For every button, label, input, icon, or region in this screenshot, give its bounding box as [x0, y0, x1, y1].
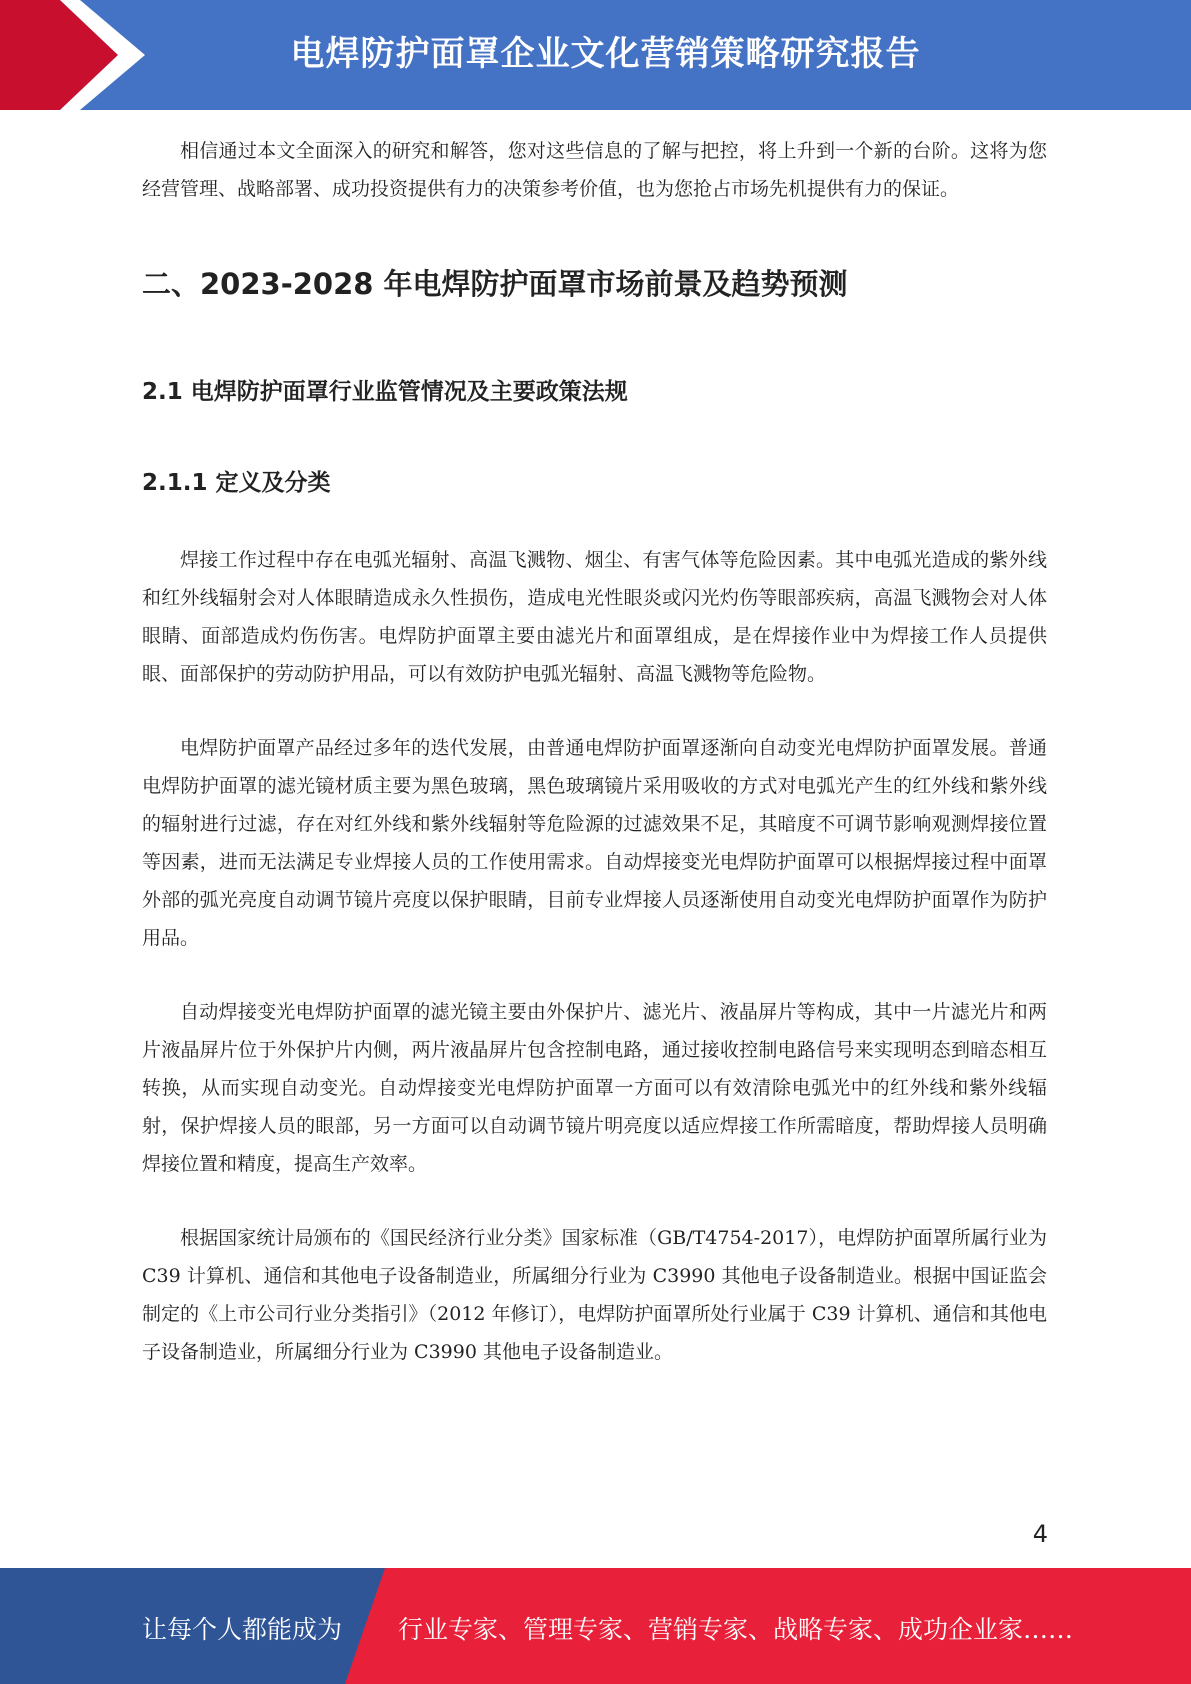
paragraph-classification: 根据国家统计局颁布的《国民经济行业分类》国家标准（GB/T4754-2017），电焊防护面罩所属行业为 C39 计算机、通信和其他电子设备制造业，所属细分行业为 C3990 其他电子设备制造业。根据中国证监会制定的《上市公司行业分类指引》（2012 年修订），电焊防护面罩所处行业属于 C39 计算机、通信和其他电子设备制造业，所属细分行业为 C3990 其他电子设备制造业。 [142, 1227, 1047, 1363]
section-2-1-heading: 2.1 电焊防护面罩行业监管情况及主要政策法规 [142, 379, 628, 405]
intro-paragraph: 相信通过本文全面深入的研究和解答，您对这些信息的了解与把控，将上升到一个新的台阶。这将为您经营管理、战略部署、成功投资提供有力的决策参考价值，也为您抢占市场先机提供有力的保证。 [142, 140, 1047, 200]
paragraph-auto-darkening: 自动焊接变光电焊防护面罩的滤光镜主要由外保护片、滤光片、液晶屏片等构成，其中一片滤光片和两片液晶屏片位于外保护片内侧，两片液晶屏片包含控制电路，通过接收控制电路信号来实现明态到暗态相互转换，从而实现自动变光。自动焊接变光电焊防护面罩一方面可以有效清除电弧光中的红外线和紫外线辐射，保护焊接人员的眼部，另一方面可以自动调节镜片明亮度以适应焊接工作所需暗度，帮助焊接人员明确焊接位置和精度，提高生产效率。 [142, 1001, 1047, 1175]
document-body [142, 132, 1047, 1371]
report-title: 电焊防护面罩企业文化营销策略研究报告 [290, 34, 921, 74]
section-2-1-1-heading: 2.1.1 定义及分类 [142, 470, 331, 496]
header-banner [0, 0, 1191, 110]
paragraph-definition: 焊接工作过程中存在电弧光辐射、高温飞溅物、烟尘、有害气体等危险因素。其中电弧光造成的紫外线和红外线辐射会对人体眼睛造成永久性损伤，造成电光性眼炎或闪光灼伤等眼部疾病，高温飞溅物会对人体眼睛、面部造成灼伤伤害。电焊防护面罩主要由滤光片和面罩组成，是在焊接作业中为焊接工作人员提供眼、面部保护的劳动防护用品，可以有效防护电弧光辐射、高温飞溅物等危险物。 [142, 549, 1047, 685]
page-number: 4 [1032, 1520, 1048, 1548]
section-2-heading: 二、2023-2028 年电焊防护面罩市场前景及趋势预测 [142, 267, 848, 301]
paragraph-development: 电焊防护面罩产品经过多年的迭代发展，由普通电焊防护面罩逐渐向自动变光电焊防护面罩发展。普通电焊防护面罩的滤光镜材质主要为黑色玻璃，黑色玻璃镜片采用吸收的方式对电弧光产生的红外线和紫外线的辐射进行过滤，存在对红外线和紫外线辐射等危险源的过滤效果不足，其暗度不可调节影响观测焊接位置等因素，进而无法满足专业焊接人员的工作使用需求。自动焊接变光电焊防护面罩可以根据焊接过程中面罩外部的弧光亮度自动调节镜片亮度以保护眼睛，目前专业焊接人员逐渐使用自动变光电焊防护面罩作为防护用品。 [142, 737, 1047, 949]
footer-slogan-left: 让每个人都能成为 [142, 1615, 343, 1644]
footer-banner [0, 1568, 1191, 1684]
footer-slogan-right: 行业专家、管理专家、营销专家、战略专家、成功企业家…… [398, 1615, 1074, 1644]
